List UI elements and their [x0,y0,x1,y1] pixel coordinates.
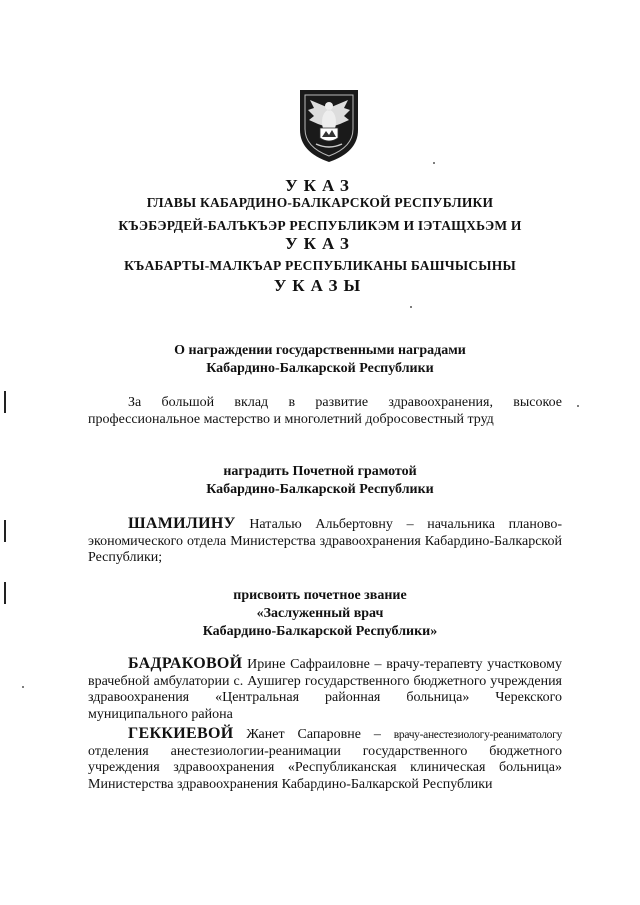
award-entry-shamilina [88,516,562,567]
decree-word: УКАЗ [285,176,355,195]
section2-heading-line2: «Заслуженный врач [256,606,384,621]
document-title-line2: Кабардино-Балкарской Республики [206,361,434,376]
document-title-line1: О награждении государственными наградами [174,343,466,358]
scan-speck [577,405,579,407]
header-line-russian: ГЛАВЫ КАБАРДИНО-БАЛКАРСКОЙ РЕСПУБЛИКИ [146,195,494,210]
section1-heading-line1: наградить Почетной грамотой [223,464,417,479]
award-position: врачу-анестезиологу-реаниматологу [393,729,562,741]
scan-margin-mark [4,520,6,542]
header-line-balkar: КЪАБАРТЫ-МАЛКЪАР РЕСПУБЛИКАНЫ БАШЧЫСЫНЫ [124,258,516,273]
award-entry-gekkieva [88,726,562,793]
scan-speck [433,162,435,164]
section1-heading-line2: Кабардино-Балкарской Республики [206,482,434,497]
decree-word-balkar: УКАЗЫ [273,276,367,295]
scan-margin-mark [4,391,6,413]
award-entry-badrakova [88,656,562,723]
award-name: Жанет Сапаровне – [233,727,394,742]
award-surname: БАДРАКОВОЙ [128,655,243,672]
award-details: Наталью Альбертовну – начальника планово-экономического отдела Министерства здравоохранения Кабардино-Балкарской Республики; [88,517,562,565]
section2-heading-line1: присвоить почетное звание [233,588,407,603]
scan-speck [22,686,24,688]
header-line-kabardian: КЪЭБЭРДЕЙ-БАЛЪКЪЭР РЕСПУБЛИКЭМ И ІЭТАЩХЬЭМ И [118,218,522,233]
award-surname: ШАМИЛИНУ [128,515,236,532]
award-surname: ГЕККИЕВОЙ [128,725,234,742]
scan-margin-mark [4,582,6,604]
scan-speck [410,306,412,308]
intro-paragraph: За большой вклад в развитие здравоохранения, высокое профессиональное мастерство и многолетний добросовестный труд [88,395,562,427]
award-details: Ирине Сафраиловне – врачу-терапевту участковому врачебной амбулатории с. Аушигер государственного бюджетного учреждения здравоохранения «Центральная районная больница» Черекского муниципального района [88,657,562,722]
coat-of-arms-emblem [296,86,362,164]
section2-heading-line3: Кабардино-Балкарской Республики» [202,624,438,639]
award-details: отделения анестезиологии-реанимации государственного бюджетного учреждения здравоохранения «Республиканская клиническая больница» Министерства здравоохранения Кабардино-Балкарской Республики [88,743,562,792]
decree-word-kabardian: УКАЗ [285,234,355,253]
